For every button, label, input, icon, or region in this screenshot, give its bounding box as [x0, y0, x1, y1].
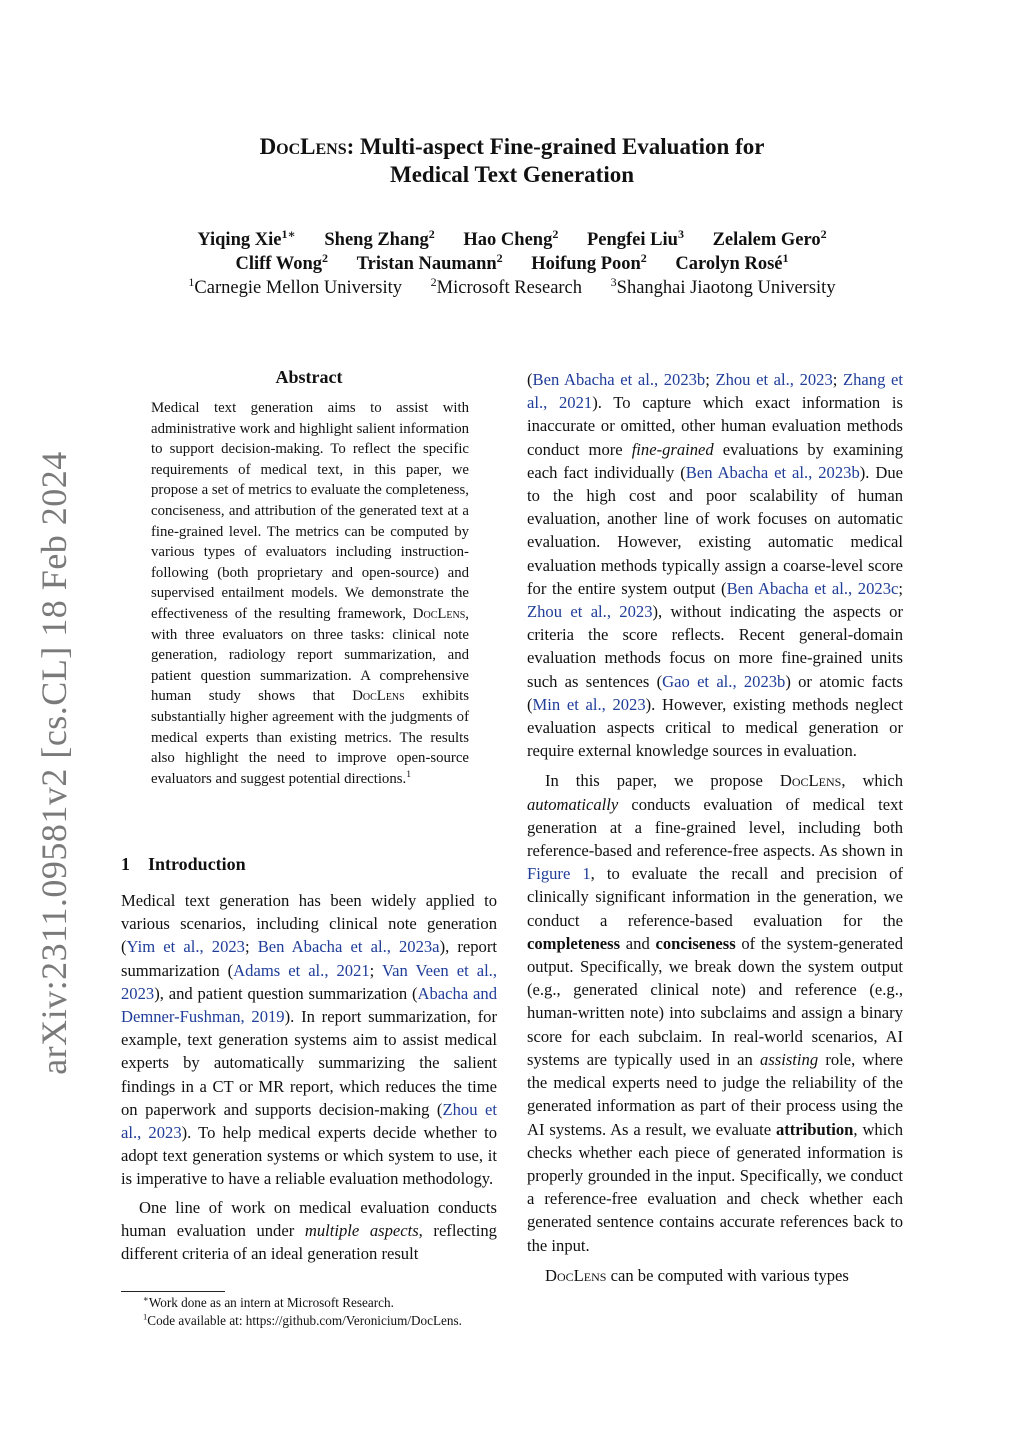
citation-link[interactable]: Abacha and Demner-Fushman, 2019 [121, 983, 497, 1027]
affiliations [120, 276, 904, 300]
abstract-heading: Abstract [275, 367, 343, 387]
paragraph: In this paper, we propose DocLens, which automatically conducts evaluation of medical text generation at a fine-grained level, including both reference-based and reference-free aspects. As shown in Figure 1, to evaluate the recall and precision of clinically significant information in the generation, we conduct a reference-based evaluation for the completeness and conciseness of the system-generated output. Specifically, we break down the system output (e.g., generated clinical note) and reference (e.g., human-written note) into subclaims and assign a binary score for each subclaim. In real-world scenarios, AI systems are typically used in an assisting role, where the medical experts need to judge the reliability of the generated information as part of their process using the AI systems. As a result, we evaluate attribution, which checks whether each piece of generated information is properly grounded in the input. Specifically, we conduct a reference-free evaluation and check whether each generated sentence contains accurate references back to the input. [527, 771, 904, 1255]
right-column-text [527, 368, 903, 1287]
citation-link[interactable]: Van Veen et al., 2023 [121, 960, 497, 1003]
citation-link[interactable]: Gao et al., 2023b [662, 671, 786, 691]
title-line2: Medical Text Generation [389, 162, 635, 187]
abstract-text: Medical text generation aims to assist with administrative work and highlight salient information to support decision-making. To reflect the specific requirements of medical text, in this paper, we propose a set of metrics to evaluate the completeness, conciseness, and attribution of the generated text at a fine-grained level. The metrics can be computed by various types of evaluators including instruction-following (both proprietary and open-source) and supervised entailment models. We demonstrate the effectiveness of the resulting framework, DocLens, with three evaluators on three tasks: clinical note generation, radiology report summarization, and patient question summarization. A comprehensive human study shows that DocLens exhibits substantially higher agreement with the judgments of medical experts than existing metrics. The results also highlight the need to improve open-source evaluators and suggest potential directions.$^1$ [151, 400, 469, 787]
author: Sheng Zhang$^2$ [324, 226, 435, 250]
paragraph: Medical text generation has been widely applied to various scenarios, including clinical note generation (Yim et al., 2023; Ben Abacha et al., 2023a), report summarization (Adams et al., 2021; Van Veen et al., 2023), and patient question summarization (Abacha and Demner-Fushman, 2019). In report summarization, for example, text generation systems aim to assist medical experts by automatically summarizing the salient findings in a CT or MR report, which reduces the time on paperwork and supports decision-making (Zhou et al., 2023). To help medical experts decide whether to adopt text generation systems or which system to use, it is imperative to have a reliable evaluation methodology. [121, 891, 497, 1189]
citation-link[interactable]: Zhou et al., 2023 [527, 602, 653, 622]
arxiv-identifier: arXiv:2311.09581v2 [cs.CL] 18 Feb 2024 [34, 451, 74, 1075]
title-docname: DocLens [259, 134, 347, 159]
citation-link[interactable]: Ben Abacha et al., 2023b [685, 462, 860, 482]
author: Cliff Wong$^2$ [235, 250, 329, 274]
citation-link[interactable]: Min et al., 2023 [532, 694, 646, 714]
author: Hoifung Poon$^2$ [531, 250, 647, 274]
citation-link[interactable]: Ben Abacha et al., 2023c [726, 578, 899, 598]
footnote-divider [121, 1291, 225, 1292]
affiliation: $^1$Carnegie Mellon University [188, 274, 402, 298]
author: Zelalem Gero$^2$ [712, 226, 827, 250]
footnote: $^1$Code available at: https://github.com/Veronicium/DocLens. [143, 1311, 462, 1328]
footnote-mark: 1 [406, 768, 411, 780]
figure-link[interactable]: Figure 1 [527, 864, 591, 884]
paper-title [120, 133, 904, 189]
arxiv-side-stamp [30, 451, 78, 1075]
footnote: ∗Work done as an intern at Microsoft Research. [143, 1293, 394, 1310]
paragraph: DocLens can be computed with various types [545, 1265, 849, 1285]
citation-link[interactable]: Yim et al., 2023 [126, 937, 245, 957]
footnotes [121, 1294, 511, 1330]
title-line1-rest: : Multi-aspect Fine-grained Evaluation for [346, 134, 765, 159]
author: Hao Cheng$^2$ [463, 226, 559, 250]
section-heading-introduction: 1 Introduction [121, 854, 246, 874]
citation-link[interactable]: Ben Abacha et al., 2023b [532, 370, 706, 389]
citation-link[interactable]: Zhang et al., 2021 [527, 370, 903, 413]
citation-link[interactable]: Zhou et al., 2023 [121, 1099, 497, 1143]
citation-link[interactable]: Ben Abacha et al., 2023a [257, 937, 440, 957]
paragraph: (Ben Abacha et al., 2023b; Zhou et al., 2023; Zhang et al., 2021). To capture which exact information is inaccurate or omitted, other human evaluation methods conduct more fine-grained evaluations by examining each fact individually (Ben Abacha et al., 2023b). Due to the high cost and poor scalability of human evaluation, another line of work focuses on automatic evaluation. However, existing automatic medical evaluation methods typically assign a coarse-level score for the entire system output (Ben Abacha et al., 2023c; Zhou et al., 2023), without indicating the aspects or criteria the score reflects. Recent general-domain evaluation methods focus on more fine-grained units such as sentences (Gao et al., 2023b) or atomic facts (Min et al., 2023). However, existing methods neglect evaluation aspects critical to medical generation or require external knowledge sources in evaluation. [527, 370, 904, 761]
author: Yiqing Xie$^{1∗}$ [197, 226, 296, 250]
citation-link[interactable]: Adams et al., 2021 [233, 960, 370, 980]
author-block [120, 228, 904, 300]
affiliation: $^2$Microsoft Research [430, 274, 583, 298]
author: Pengfei Liu$^3$ [586, 226, 684, 250]
authors-row-2 [120, 252, 904, 276]
affiliation: $^3$Shanghai Jiaotong University [610, 274, 836, 298]
authors-row-1 [120, 228, 904, 252]
introduction-text [121, 889, 497, 1265]
author: Carolyn Rosé$^1$ [675, 250, 789, 274]
author: Tristan Naumann$^2$ [356, 250, 503, 274]
paragraph: One line of work on medical evaluation conducts human evaluation under multiple aspects, reflecting different criteria of an ideal generation result [121, 1197, 497, 1264]
citation-link[interactable]: Zhou et al., 2023 [715, 370, 833, 389]
